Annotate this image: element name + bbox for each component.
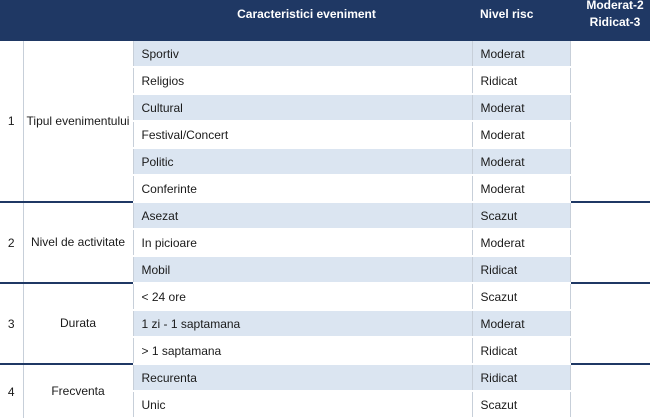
header-score-legend (570, 0, 650, 40)
risk-level-cell: Ridicat (472, 337, 570, 364)
score-cell (570, 283, 650, 364)
group-number: 2 (0, 202, 23, 283)
characteristic-cell: Conferinte (133, 175, 472, 202)
risk-level-cell: Ridicat (472, 256, 570, 283)
risk-level-cell: Moderat (472, 229, 570, 256)
characteristic-cell: Religios (133, 67, 472, 94)
group-category: Durata (23, 283, 133, 364)
header-number-cell (0, 0, 23, 40)
characteristic-cell: Recurenta (133, 364, 472, 391)
characteristic-cell: In picioare (133, 229, 472, 256)
risk-level-cell: Moderat (472, 40, 570, 67)
group-number: 4 (0, 364, 23, 418)
characteristic-cell: Sportiv (133, 40, 472, 67)
risk-level-cell: Moderat (472, 121, 570, 148)
group-category: Tipul evenimentului (23, 40, 133, 202)
table-row (0, 202, 650, 229)
group-number: 1 (0, 40, 23, 202)
risk-level-cell: Ridicat (472, 67, 570, 94)
group-category: Frecventa (23, 364, 133, 418)
score-cell (570, 364, 650, 418)
characteristic-cell: Politic (133, 148, 472, 175)
table-row (0, 283, 650, 310)
score-cell (570, 40, 650, 202)
group-category: Nivel de activitate (23, 202, 133, 283)
risk-level-cell: Scazut (472, 202, 570, 229)
characteristic-cell: Asezat (133, 202, 472, 229)
characteristic-cell: Unic (133, 391, 472, 418)
characteristic-cell: 1 zi - 1 saptamana (133, 310, 472, 337)
score-legend-line-1: Moderat-2 (586, 0, 644, 12)
characteristic-cell: Mobil (133, 256, 472, 283)
score-cell (570, 202, 650, 283)
header-characteristics: Caracteristici eveniment (133, 0, 472, 40)
header-category-cell (23, 0, 133, 40)
table-body (0, 40, 650, 418)
characteristic-cell: > 1 saptamana (133, 337, 472, 364)
score-legend-line-2: Ridicat-3 (589, 14, 641, 29)
risk-level-cell: Moderat (472, 310, 570, 337)
risk-level-cell: Scazut (472, 391, 570, 418)
table-header-row (0, 0, 650, 40)
risk-level-cell: Moderat (472, 175, 570, 202)
risk-level-cell: Moderat (472, 148, 570, 175)
characteristic-cell: < 24 ore (133, 283, 472, 310)
risk-level-cell: Scazut (472, 283, 570, 310)
group-number: 3 (0, 283, 23, 364)
header-risk-level: Nivel risc (472, 0, 570, 40)
table-row (0, 40, 650, 67)
risk-level-cell: Ridicat (472, 364, 570, 391)
characteristic-cell: Cultural (133, 94, 472, 121)
characteristic-cell: Festival/Concert (133, 121, 472, 148)
risk-level-cell: Moderat (472, 94, 570, 121)
table-row (0, 364, 650, 391)
